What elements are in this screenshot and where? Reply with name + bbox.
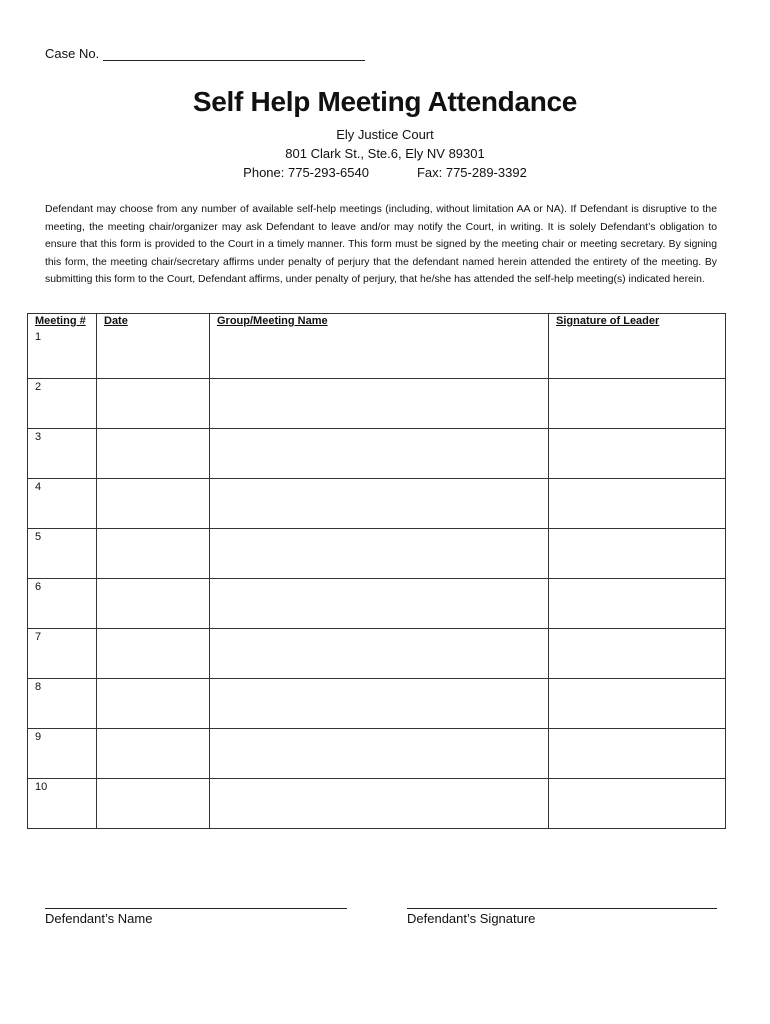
defendant-signature-line[interactable] — [407, 898, 717, 909]
leader-signature-cell[interactable] — [549, 779, 726, 829]
leader-signature-cell[interactable] — [549, 479, 726, 529]
date-cell[interactable] — [97, 629, 210, 679]
table-row — [28, 429, 726, 479]
table-header-row — [28, 314, 726, 330]
defendant-name-label: Defendant’s Name — [45, 911, 153, 926]
group-meeting-name-cell[interactable] — [210, 779, 549, 829]
meeting-number-cell: 4 — [28, 479, 97, 529]
table-row — [28, 579, 726, 629]
court-address: 801 Clark St., Ste.6, Ely NV 89301 — [285, 146, 485, 161]
date-cell[interactable] — [97, 779, 210, 829]
meeting-number-cell: 8 — [28, 679, 97, 729]
meeting-number-cell: 10 — [28, 779, 97, 829]
leader-signature-cell[interactable] — [549, 529, 726, 579]
date-cell[interactable] — [97, 329, 210, 379]
meeting-number-cell: 7 — [28, 629, 97, 679]
meeting-number-cell: 3 — [28, 429, 97, 479]
group-meeting-name-cell[interactable] — [210, 429, 549, 479]
leader-signature-cell[interactable] — [549, 679, 726, 729]
meeting-number-cell: 9 — [28, 729, 97, 779]
leader-signature-cell[interactable] — [549, 329, 726, 379]
date-cell[interactable] — [97, 579, 210, 629]
group-meeting-name-cell[interactable] — [210, 679, 549, 729]
leader-signature-cell[interactable] — [549, 629, 726, 679]
date-cell[interactable] — [97, 429, 210, 479]
fax-number: Fax: 775-289-3392 — [416, 165, 527, 180]
leader-signature-cell[interactable] — [549, 579, 726, 629]
table-row — [28, 779, 726, 829]
case-number-label: Case No. — [45, 46, 100, 61]
column-header-date: Date — [97, 314, 210, 330]
meeting-number-cell: 5 — [28, 529, 97, 579]
attendance-table — [27, 313, 726, 829]
phone-number: Phone: 775-293-6540 — [243, 165, 369, 180]
date-cell[interactable] — [97, 679, 210, 729]
table-row — [28, 529, 726, 579]
table-row — [28, 629, 726, 679]
column-header-meeting-number: Meeting # — [28, 314, 97, 330]
defendant-name-block — [45, 898, 347, 926]
date-cell[interactable] — [97, 379, 210, 429]
table-row — [28, 329, 726, 379]
column-header-group-meeting-name: Group/Meeting Name — [210, 314, 549, 330]
meeting-number-cell: 6 — [28, 579, 97, 629]
column-header-signature-of-leader: Signature of Leader — [549, 314, 726, 330]
table-row — [28, 379, 726, 429]
defendant-signature-label: Defendant’s Signature — [407, 911, 536, 926]
group-meeting-name-cell[interactable] — [210, 529, 549, 579]
group-meeting-name-cell[interactable] — [210, 629, 549, 679]
defendant-name-line[interactable] — [45, 898, 347, 909]
date-cell[interactable] — [97, 479, 210, 529]
court-name: Ely Justice Court — [336, 127, 434, 142]
table-row — [28, 679, 726, 729]
group-meeting-name-cell[interactable] — [210, 579, 549, 629]
defendant-signature-block — [407, 898, 717, 926]
case-number-field — [45, 46, 365, 61]
table-row — [28, 479, 726, 529]
group-meeting-name-cell[interactable] — [210, 329, 549, 379]
page-title: Self Help Meeting Attendance — [192, 86, 578, 117]
case-number-blank[interactable] — [103, 46, 365, 61]
date-cell[interactable] — [97, 529, 210, 579]
group-meeting-name-cell[interactable] — [210, 729, 549, 779]
date-cell[interactable] — [97, 729, 210, 779]
group-meeting-name-cell[interactable] — [210, 379, 549, 429]
leader-signature-cell[interactable] — [549, 729, 726, 779]
contact-info — [0, 165, 770, 180]
leader-signature-cell[interactable] — [549, 429, 726, 479]
meeting-number-cell: 1 — [28, 329, 97, 379]
disclaimer-paragraph: Defendant may choose from any number of available self-help meetings (including, without limitation AA or NA). If Defendant is disruptive to the meeting, the meeting chair/organizer may ask Defendant to leave and/or may notify the Court, in writing. It is solely Defendant’s obligation to ensure that this form is provided to the Court in a timely manner. This form must be signed by the meeting chair or meeting secretary. By signing this form, the meeting chair/secretary affirms under penalty of perjury that the defendant named herein attended the entirety of the meeting. By submitting this form to the Court, Defendant affirms, under penalty of perjury, that he/she has attended the self-help meeting(s) indicated herein. — [45, 204, 717, 286]
group-meeting-name-cell[interactable] — [210, 479, 549, 529]
meeting-number-cell: 2 — [28, 379, 97, 429]
leader-signature-cell[interactable] — [549, 379, 726, 429]
table-row — [28, 729, 726, 779]
